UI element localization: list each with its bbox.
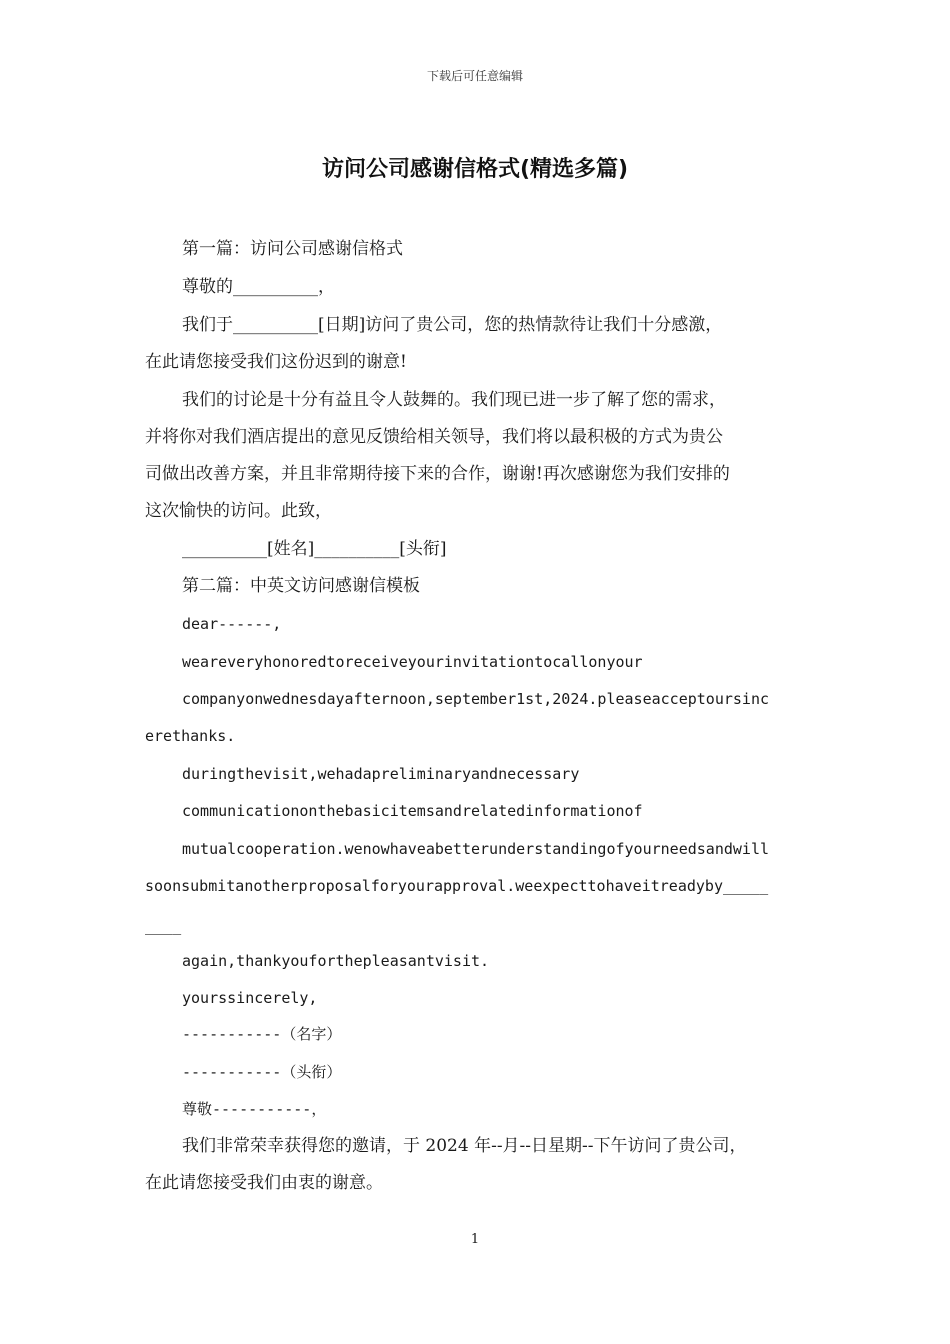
- body-line: 这次愉快的访问。此致，: [145, 501, 332, 521]
- signature-title-line: -----------（头衔）: [182, 1063, 342, 1081]
- english-body-line: duringthevisit,wehadapreliminaryandnecessary: [182, 765, 580, 783]
- header-note: 下载后可任意编辑: [426, 69, 523, 83]
- english-body-line: mutualcooperation.wenowhaveabetterunderstandingofyourneedsandwill: [182, 840, 769, 858]
- english-body-line: communicationonthebasicitemsandrelatedinformationof: [182, 802, 643, 820]
- english-body-line: weareveryhonoredtoreceiveyourinvitationtocallonyour: [182, 653, 643, 671]
- page-number: 1: [470, 1232, 480, 1247]
- section-heading-1: 第一篇：访问公司感谢信格式: [182, 239, 403, 259]
- signature-line-1: __________[姓名]__________[头衔]: [182, 539, 447, 559]
- english-body-line: soonsubmitanotherproposalforyourapproval.weexpecttohaveitreadyby_____: [145, 877, 769, 895]
- body-line: 在此请您接受我们这份迟到的谢意!: [145, 352, 407, 372]
- english-body-line: companyonwednesdayafternoon,september1st,2024.pleaseacceptoursinc: [182, 690, 769, 708]
- body-line: 我们的讨论是十分有益且令人鼓舞的。我们现已进一步了解了您的需求，: [182, 390, 726, 410]
- english-closing: yourssincerely,: [182, 989, 318, 1007]
- english-salutation: dear------,: [182, 615, 282, 633]
- english-body-line: again,thankyouforthepleasantvisit.: [182, 952, 490, 970]
- section-heading-2: 第二篇：中英文访问感谢信模板: [182, 576, 420, 596]
- english-body-line: ____: [145, 917, 182, 935]
- document-title: 访问公司感谢信格式(精选多篇): [321, 157, 629, 182]
- signature-name-line: -----------（名字）: [182, 1025, 342, 1043]
- english-body-line: erethanks.: [145, 727, 236, 745]
- body-line: 并将你对我们酒店提出的意见反馈给相关领导，我们将以最积极的方式为贵公: [145, 427, 723, 447]
- salutation-1: 尊敬的__________，: [182, 277, 335, 297]
- body-line: 我们非常荣幸获得您的邀请，于 2024 年--月--日星期--下午访问了贵公司，: [182, 1136, 747, 1156]
- body-line: 在此请您接受我们由衷的谢意。: [145, 1173, 383, 1193]
- body-line: 我们于__________[日期]访问了贵公司，您的热情款待让我们十分感激，: [182, 315, 723, 335]
- body-line: 司做出改善方案，并且非常期待接下来的合作，谢谢!再次感谢您为我们安排的: [145, 464, 730, 484]
- chinese-salutation: 尊敬-----------，: [182, 1100, 327, 1118]
